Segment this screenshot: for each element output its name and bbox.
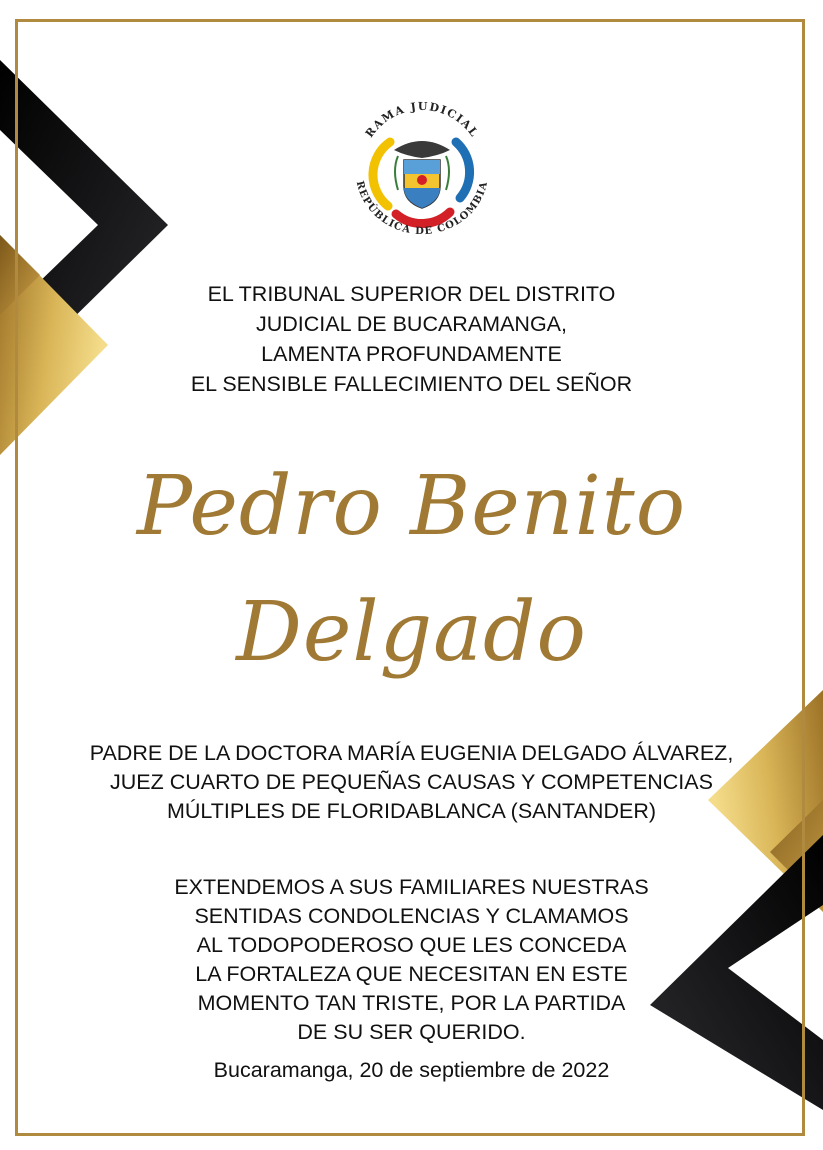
deceased-name-first: Pedro Benito [136,459,687,554]
intro-line: JUDICIAL DE BUCARAMANGA, [255,312,567,336]
logo-blue-arc [456,142,470,198]
logo-red-arc [396,212,450,224]
message-line: LA FORTALEZA QUE NECESITAN EN ESTE [195,962,628,986]
message-line: SENTIDAS CONDOLENCIAS Y CLAMAMOS [194,904,629,928]
intro-text [0,279,823,399]
intro-line: LAMENTA PROFUNDAMENTE [261,342,562,366]
relation-line: MÚLTIPLES DE FLORIDABLANCA (SANTANDER) [166,799,657,823]
place-date: Bucaramanga, 20 de septiembre de 2022 [213,1058,610,1082]
relation-line: JUEZ CUARTO DE PEQUEÑAS CAUSAS Y COMPETENCIAS [110,770,713,794]
relation-line: PADRE DE LA DOCTORA MARÍA EUGENIA DELGADO ÁLVAREZ, [89,741,734,765]
rama-judicial-logo [342,98,502,240]
condolence-message [0,873,823,1047]
message-line: DE SU SER QUERIDO. [297,1020,526,1044]
logo-yellow-arc [373,142,390,206]
intro-line: EL SENSIBLE FALLECIMIENTO DEL SEÑOR [190,372,633,396]
deceased-name-surname: Delgado [236,585,587,680]
message-line: EXTENDEMOS A SUS FAMILIARES NUESTRAS [174,875,649,899]
coat-of-arms-icon [394,141,450,208]
logo-ring-top-text: RAMA JUDICIAL [362,99,482,140]
message-line: AL TODOPODEROSO QUE LES CONCEDA [196,933,627,957]
intro-line: EL TRIBUNAL SUPERIOR DEL DISTRITO [207,282,616,306]
message-line: MOMENTO TAN TRISTE, POR LA PARTIDA [197,991,626,1015]
relation-text [0,739,823,826]
svg-text:RAMA JUDICIAL [363,100,481,140]
logo-ring-bottom-text: REPÚBLICA DE COLOMBIA [353,179,491,238]
